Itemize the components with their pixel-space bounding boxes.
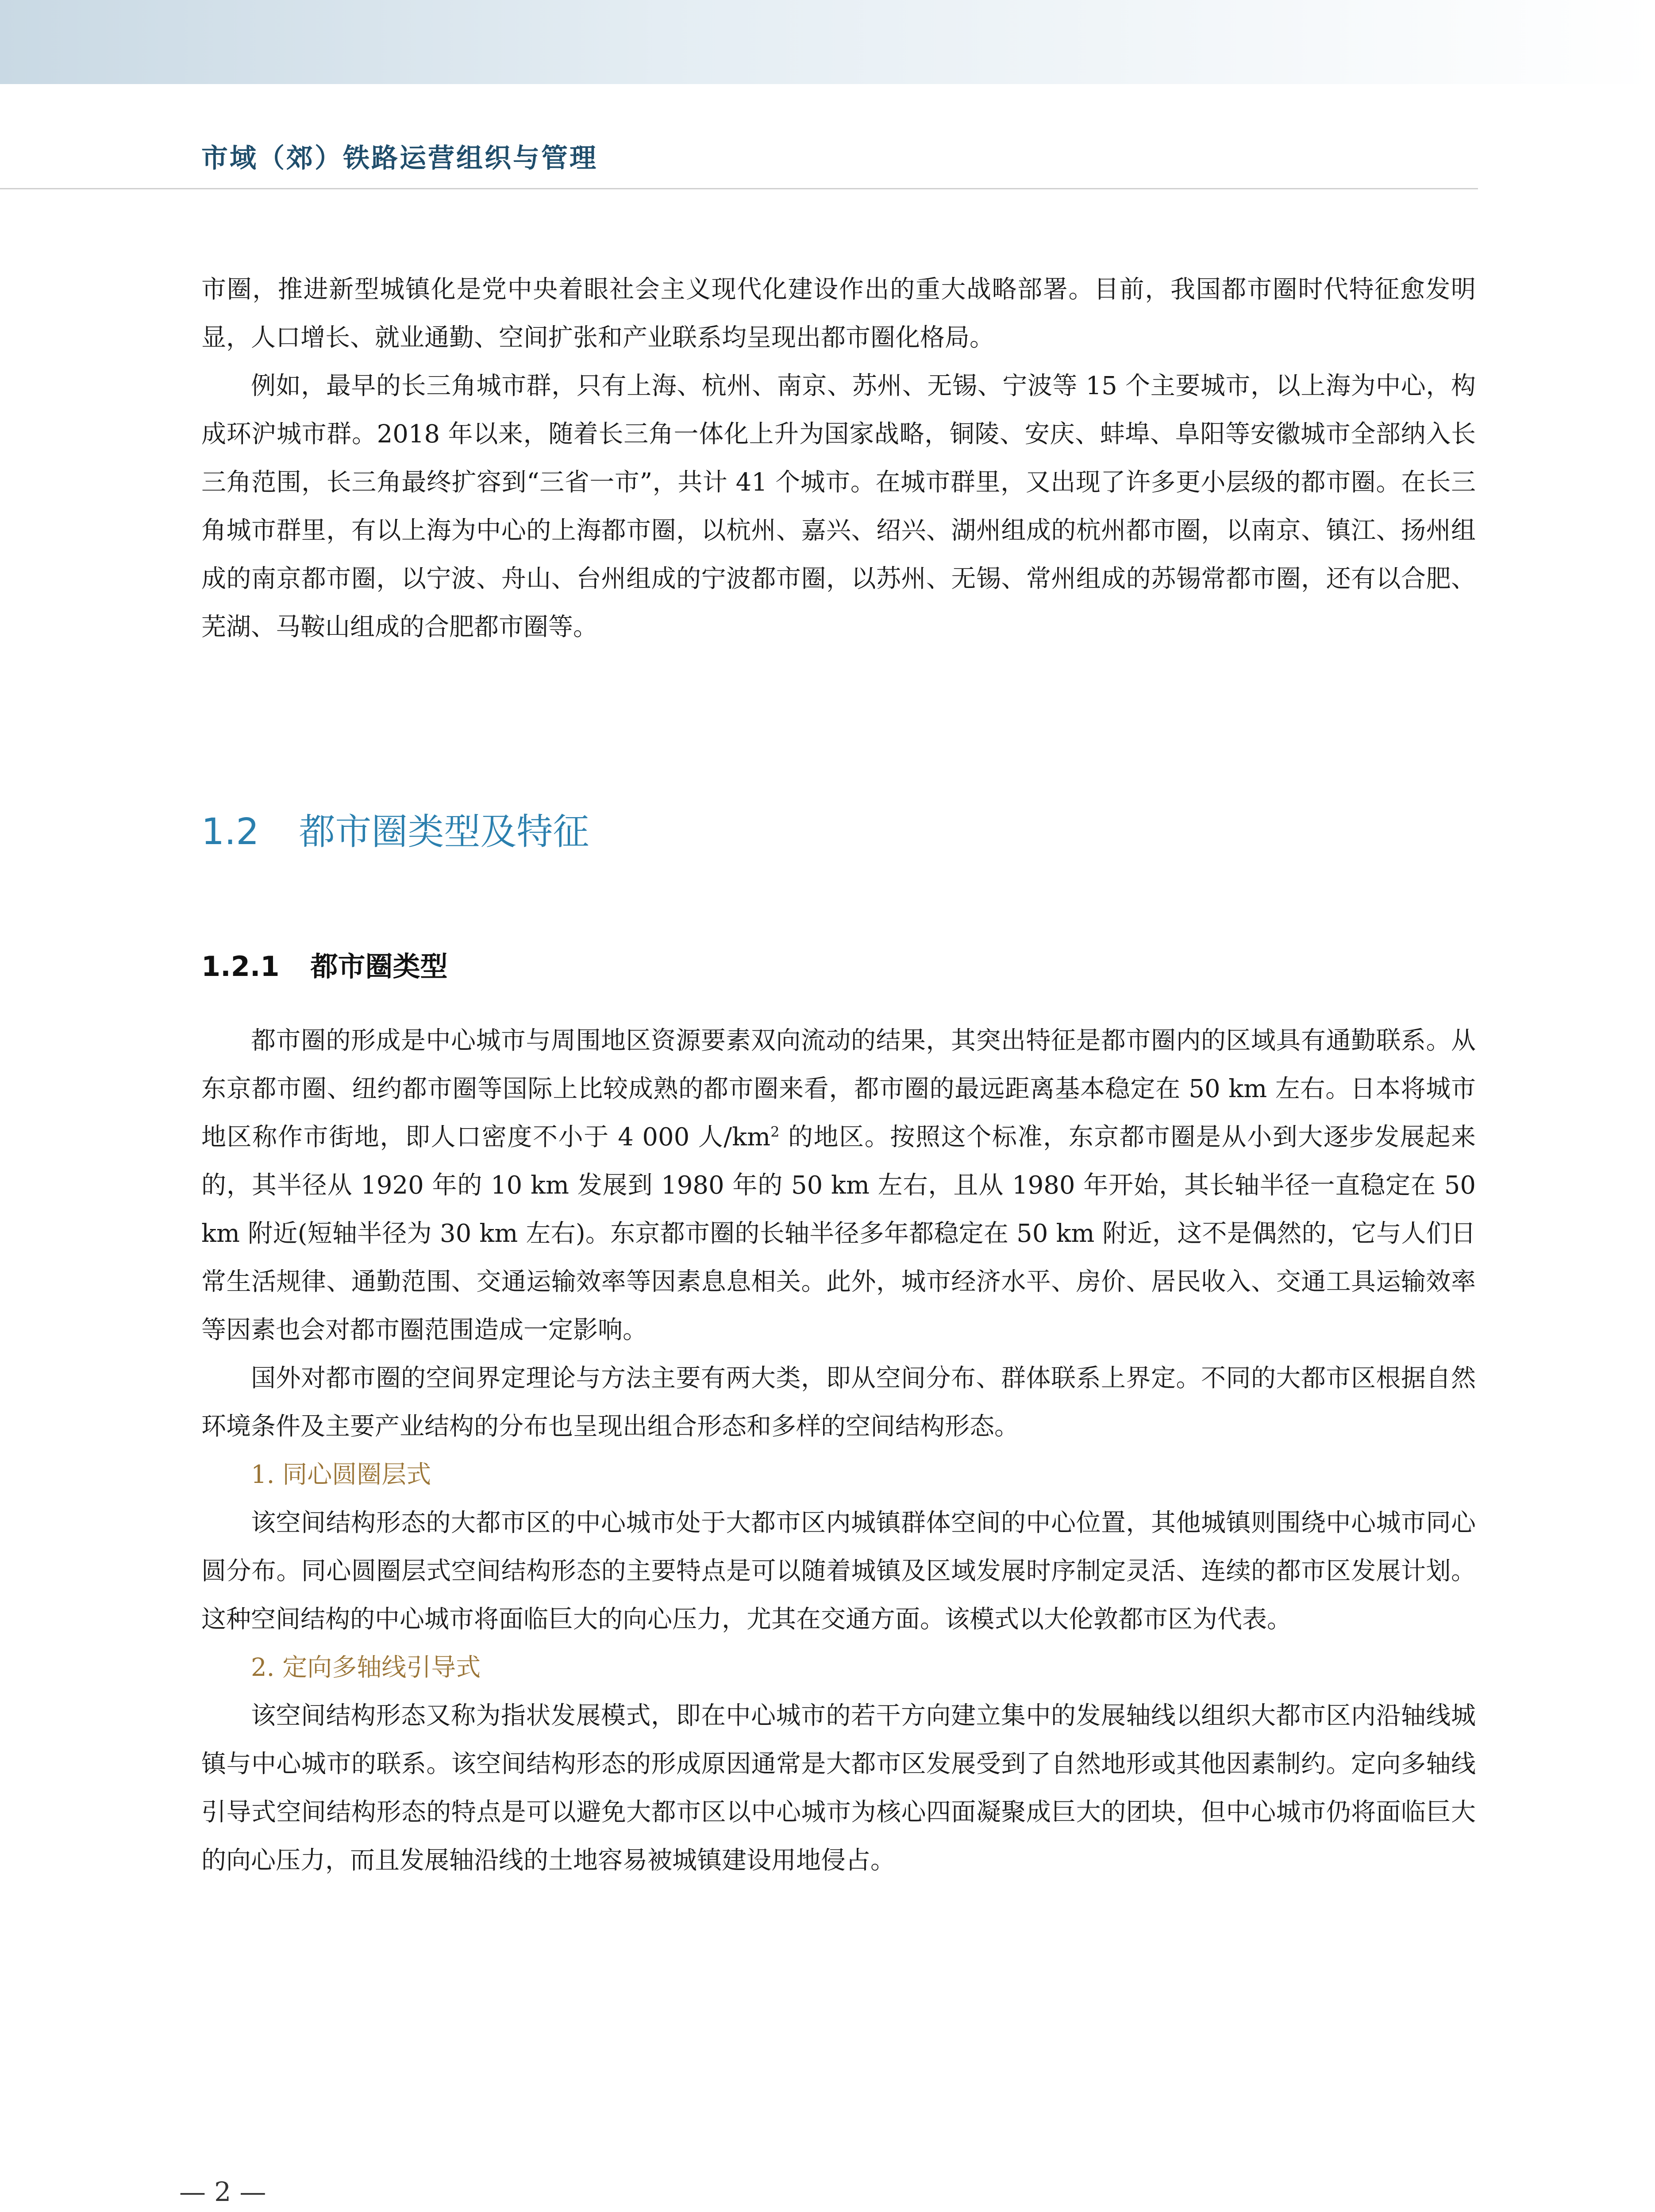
section-title-text: 都市圈类型及特征 xyxy=(299,811,589,853)
intro-paragraph-1: 市圈，推进新型城镇化是党中央着眼社会主义现代化建设作出的重大战略部署。目前，我国都市圈时代特征愈发明显，人口增长、就业通勤、空间扩张和产业联系均呈现出都市圈化格局。 xyxy=(201,275,1476,352)
header-divider xyxy=(0,188,1478,189)
body-paragraph-1-part-a: 都市圈的形成是中心城市与周围地区资源要素双向流动的结果，其突出特征是都市圈内的区域具有通勤联系。从东京都市圈、纽约都市圈等国际上比较成熟的都市圈来看，都市圈的最远距离基本稳定在 50 km 左右。日本将城市地区称作市街地，即人口密度不小于 4 000 人/km xyxy=(201,1026,1476,1152)
main-text-block xyxy=(201,1017,1476,1885)
body-paragraph-2: 国外对都市圈的空间界定理论与方法主要有两大类，即从空间分布、群体联系上界定。不同的大都市区根据自然环境条件及主要产业结构的分布也呈现出组合形态和多样的空间结构形态。 xyxy=(201,1364,1476,1441)
body-paragraph-3: 该空间结构形态的大都市区的中心城市处于大都市区内城镇群体空间的中心位置，其他城镇则围绕中心城市同心圆分布。同心圆圈层式空间结构形态的主要特点是可以随着城镇及区域发展时序制定灵活、连续的都市区发展计划。这种空间结构的中心城市将面临巨大的向心压力，尤其在交通方面。该模式以大伦敦都市区为代表。 xyxy=(201,1509,1476,1634)
section-number: 1.2 xyxy=(201,811,259,853)
intro-text-block xyxy=(201,265,1476,651)
item-heading-concentric: 1. 同心圆圈层式 xyxy=(251,1460,431,1489)
page-number: — 2 — xyxy=(179,2177,266,2208)
body-paragraph-4: 该空间结构形态又称为指状发展模式，即在中心城市的若干方向建立集中的发展轴线以组织大都市区内沿轴线城镇与中心城市的联系。该空间结构形态的形成原因通常是大都市区发展受到了自然地形或其他因素制约。定向多轴线引导式空间结构形态的特点是可以避免大都市区以中心城市为核心四面凝聚成巨大的团块，但中心城市仍将面临巨大的向心压力，而且发展轴沿线的土地容易被城镇建设用地侵占。 xyxy=(201,1701,1476,1875)
subsection-title-text: 都市圈类型 xyxy=(310,950,448,983)
running-header-title: 市域（郊）铁路运营组织与管理 xyxy=(201,143,598,174)
item-heading-multi-axis: 2. 定向多轴线引导式 xyxy=(251,1653,481,1682)
section-heading xyxy=(201,803,589,855)
subsection-number: 1.2.1 xyxy=(201,950,280,983)
superscript-2: 2 xyxy=(770,1123,780,1141)
body-paragraph-1 xyxy=(201,1017,1476,1354)
body-paragraph-1-part-b: 的地区。按照这个标准，东京都市圈是从小到大逐步发展起来的，其半径从 1920 年的 10 km 发展到 1980 年的 50 km 左右，且从 1980 年开始，其长轴半径一直稳定在 50 km 附近(短轴半径为 30 km 左右)。东京都市圈的长轴半径多年都稳定在 50 km 附近，这不是偶然的，它与人们日常生活规律、通勤范围、交通运输效率等因素息息相关。此外，城市经济水平、房价、居民收入、交通工具运输效率等因素也会对都市圈范围造成一定影响。 xyxy=(201,1123,1476,1344)
subsection-heading xyxy=(201,945,448,984)
intro-paragraph-2: 例如，最早的长三角城市群，只有上海、杭州、南京、苏州、无锡、宁波等 15 个主要城市，以上海为中心，构成环沪城市群。2018 年以来，随着长三角一体化上升为国家战略，铜陵、安庆、蚌埠、阜阳等安徽城市全部纳入长三角范围，长三角最终扩容到“三省一市”，共计 41 个城市。在城市群里，又出现了许多更小层级的都市圈。在长三角城市群里，有以上海为中心的上海都市圈，以杭州、嘉兴、绍兴、湖州组成的杭州都市圈，以南京、镇江、扬州组成的南京都市圈，以宁波、舟山、台州组成的宁波都市圈，以苏州、无锡、常州组成的苏锡常都市圈，还有以合肥、芜湖、马鞍山组成的合肥都市圈等。 xyxy=(201,372,1476,641)
header-band xyxy=(0,0,1655,84)
